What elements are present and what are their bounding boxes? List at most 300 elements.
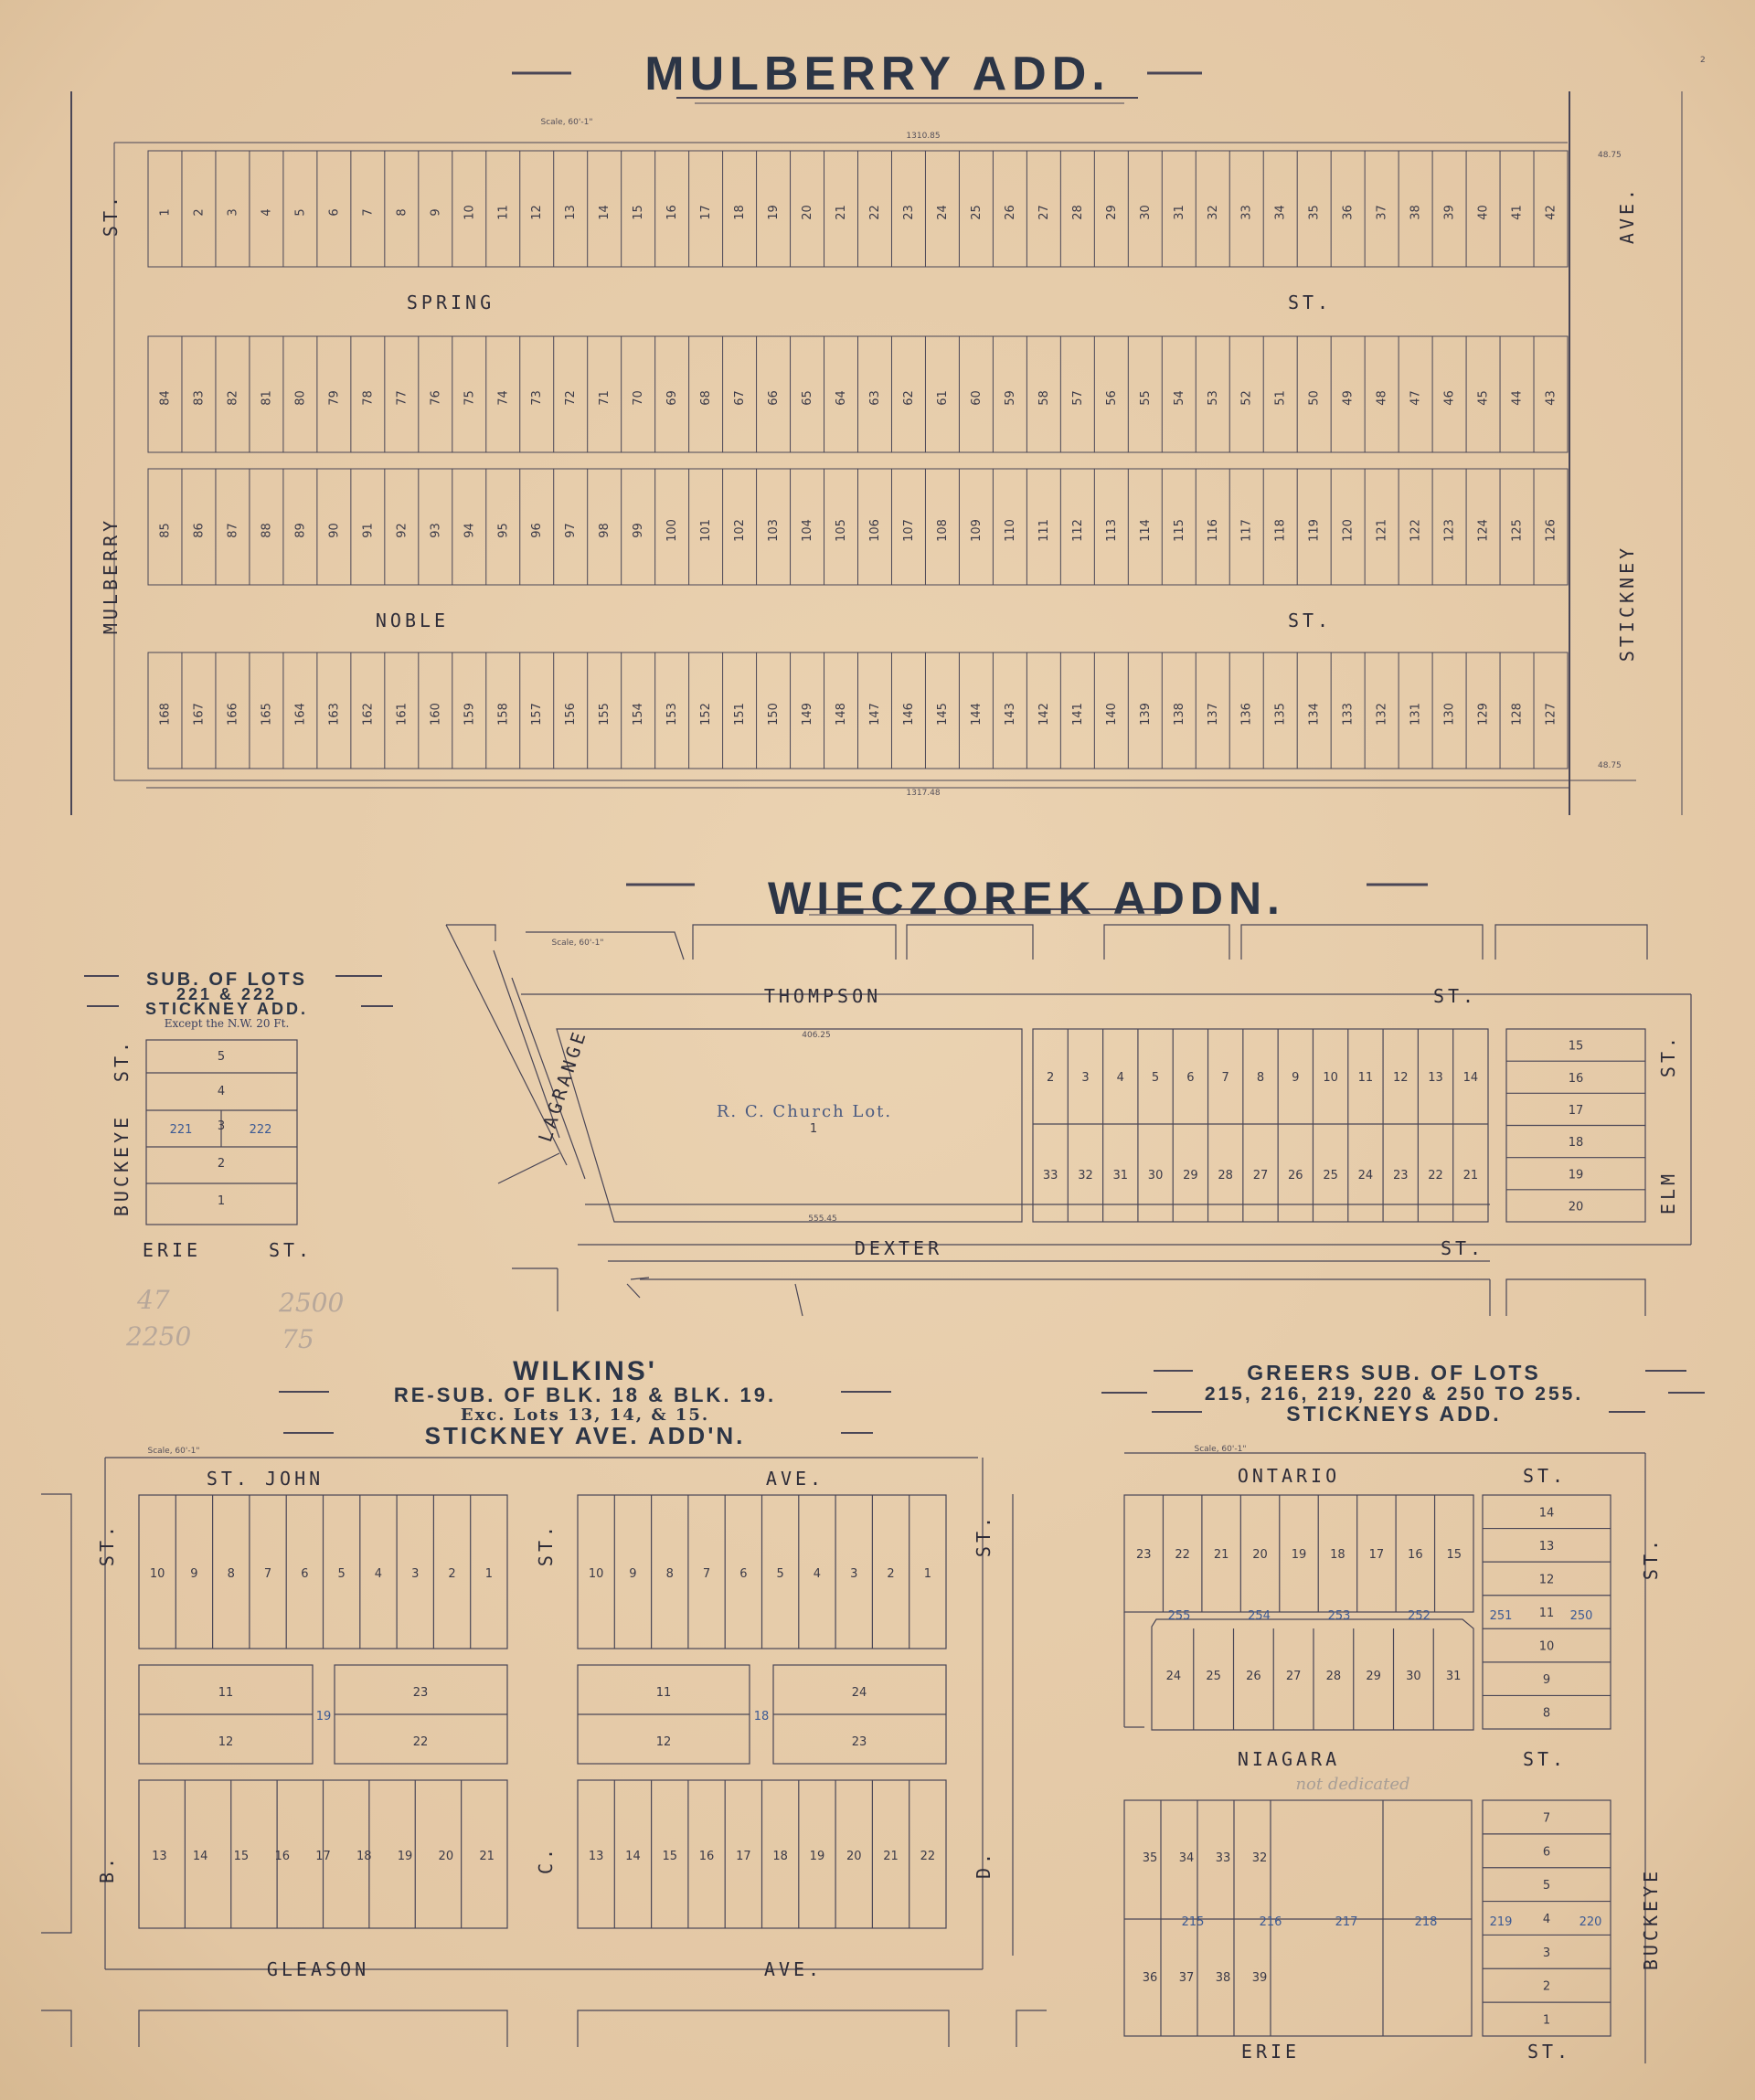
lot-23: 23 — [1392, 1169, 1409, 1183]
lot-3: 3 — [411, 1567, 420, 1581]
st-john-avenue-label: ST. JOHN — [206, 1468, 324, 1490]
lot-14: 14 — [598, 205, 612, 220]
block-18-label: 18 — [753, 1710, 770, 1723]
lot-22: 22 — [867, 205, 882, 220]
lot-105: 105 — [835, 519, 849, 542]
lot-101: 101 — [699, 519, 714, 542]
lot-93: 93 — [429, 523, 443, 538]
lot-14: 14 — [1462, 1071, 1479, 1085]
church-bottom-dimension: 555.45 — [808, 1214, 837, 1224]
lot-28: 28 — [1325, 1670, 1342, 1683]
thompson-st-suffix: ST. — [1432, 985, 1478, 1007]
st-john-ave-suffix: AVE. — [765, 1468, 825, 1490]
stickney-ave-suffix: AVE. — [1616, 185, 1638, 245]
lot-104: 104 — [801, 519, 815, 542]
lot-166: 166 — [226, 703, 240, 726]
wilkins-title-line4: STICKNEY AVE. ADD'N. — [424, 1422, 746, 1449]
lot-33: 33 — [1042, 1169, 1058, 1183]
lot-8: 8 — [227, 1567, 235, 1581]
gleason-ave-suffix: AVE. — [763, 1958, 824, 1980]
dexter-st-suffix: ST. — [1440, 1237, 1485, 1259]
lot-146: 146 — [901, 703, 916, 726]
lot-22: 22 — [920, 1850, 936, 1863]
lot-159: 159 — [463, 703, 477, 726]
lot-9: 9 — [429, 208, 443, 217]
lot-91: 91 — [361, 523, 376, 538]
greers-title-line2: 215, 216, 219, 220 & 250 TO 255. — [1204, 1384, 1584, 1405]
lot-85: 85 — [158, 523, 173, 538]
mulberry-st-suffix: ST. — [100, 192, 122, 238]
lot-1: 1 — [158, 208, 173, 217]
lot-83: 83 — [192, 390, 207, 406]
lot-29: 29 — [1104, 205, 1119, 220]
lot-31: 31 — [1445, 1670, 1462, 1683]
lot-115: 115 — [1172, 519, 1186, 542]
lot-47: 47 — [1409, 390, 1423, 406]
pencil-note-c: 2250 — [126, 1321, 192, 1352]
lot-160: 160 — [429, 703, 443, 726]
lot-18: 18 — [1330, 1548, 1346, 1562]
lot-35: 35 — [1307, 205, 1322, 220]
lot-5: 5 — [1151, 1071, 1160, 1085]
lot-6: 6 — [1542, 1845, 1551, 1860]
lot-95: 95 — [496, 523, 511, 538]
lot-16: 16 — [1568, 1071, 1584, 1086]
church-top-dimension: 406.25 — [802, 1031, 831, 1040]
lot-1: 1 — [923, 1567, 931, 1581]
lot-163: 163 — [327, 703, 342, 726]
b-street-label: B. — [96, 1853, 118, 1884]
b-st-suffix: ST. — [96, 1522, 118, 1567]
lot-70: 70 — [632, 390, 646, 406]
pencil-note-d: 75 — [282, 1324, 314, 1354]
lot-19: 19 — [1568, 1168, 1584, 1183]
lot-23: 23 — [412, 1686, 429, 1700]
lot-21: 21 — [835, 205, 849, 220]
lot-11: 11 — [218, 1686, 234, 1700]
block-19-label: 19 — [315, 1710, 332, 1723]
ontario-street-label: ONTARIO — [1237, 1465, 1341, 1487]
lot-28: 28 — [1070, 205, 1085, 220]
lot-49: 49 — [1341, 390, 1356, 406]
lot-116: 116 — [1206, 519, 1220, 542]
lot-14: 14 — [1538, 1506, 1555, 1521]
lot-161: 161 — [395, 703, 410, 726]
lot-3: 3 — [1081, 1071, 1090, 1085]
lot-123: 123 — [1442, 519, 1457, 542]
lot-77: 77 — [395, 390, 410, 406]
lot-64: 64 — [835, 390, 849, 406]
lot-107: 107 — [901, 519, 916, 542]
lot-24: 24 — [851, 1686, 867, 1700]
lot-12: 12 — [655, 1735, 672, 1749]
lot-43: 43 — [1544, 390, 1558, 406]
lot-15: 15 — [1568, 1039, 1584, 1054]
lot-13: 13 — [1428, 1071, 1443, 1085]
lot-68: 68 — [699, 390, 714, 406]
lot-7: 7 — [702, 1567, 711, 1581]
lot-17: 17 — [736, 1850, 751, 1863]
lot-130: 130 — [1442, 703, 1457, 726]
lot-98: 98 — [598, 523, 612, 538]
lot-157: 157 — [530, 703, 545, 726]
lot-218: 218 — [1414, 1915, 1438, 1929]
lot-4: 4 — [260, 208, 274, 217]
lot-144: 144 — [969, 703, 984, 726]
lot-26: 26 — [1246, 1670, 1261, 1683]
lot-251: 251 — [1489, 1609, 1513, 1623]
c-street-label: C. — [535, 1844, 557, 1875]
lot-215: 215 — [1181, 1915, 1205, 1929]
lot-10: 10 — [588, 1567, 604, 1581]
lot-73: 73 — [530, 390, 545, 406]
lot-18: 18 — [1568, 1136, 1584, 1151]
lot-135: 135 — [1273, 703, 1288, 726]
lot-126: 126 — [1544, 519, 1558, 542]
lot-222: 222 — [249, 1123, 272, 1137]
lot-18: 18 — [356, 1850, 372, 1863]
lot-7: 7 — [1542, 1811, 1551, 1826]
lot-14: 14 — [625, 1850, 641, 1863]
lot-9: 9 — [629, 1567, 637, 1581]
lot-31: 31 — [1112, 1169, 1129, 1183]
erie-st-suffix-west: ST. — [268, 1239, 314, 1261]
lot-8: 8 — [1542, 1706, 1551, 1721]
lot-79: 79 — [327, 390, 342, 406]
lot-37: 37 — [1178, 1971, 1195, 1985]
lot-32: 32 — [1206, 205, 1220, 220]
gleason-avenue-label: GLEASON — [266, 1958, 370, 1980]
lot-96: 96 — [530, 523, 545, 538]
lot-17: 17 — [699, 205, 714, 220]
lot-6: 6 — [1186, 1071, 1195, 1085]
lot-219: 219 — [1489, 1915, 1513, 1929]
lot-4: 4 — [1116, 1071, 1124, 1085]
lot-12: 12 — [1392, 1071, 1409, 1085]
lot-46: 46 — [1442, 390, 1457, 406]
lot-124: 124 — [1476, 519, 1491, 542]
lot-44: 44 — [1510, 390, 1525, 406]
lot-167: 167 — [192, 703, 207, 726]
lot-27: 27 — [1252, 1169, 1269, 1183]
buckeye-st-suffix-east: ST. — [1640, 1535, 1662, 1581]
lot-17: 17 — [1368, 1548, 1385, 1562]
mulberry-scale: Scale, 60'-1" — [540, 118, 593, 127]
lot-31: 31 — [1172, 205, 1186, 220]
lot-254: 254 — [1248, 1609, 1271, 1623]
elm-street-label: ELM — [1657, 1170, 1679, 1215]
lot-129: 129 — [1476, 703, 1491, 726]
lot-127: 127 — [1544, 703, 1558, 726]
lot-88: 88 — [260, 523, 274, 538]
lot-13: 13 — [588, 1850, 604, 1863]
niagara-street-label: NIAGARA — [1237, 1748, 1341, 1770]
lot-138: 138 — [1172, 703, 1186, 726]
lot-37: 37 — [1375, 205, 1389, 220]
lot-106: 106 — [867, 519, 882, 542]
lot-50: 50 — [1307, 390, 1322, 406]
lot-7: 7 — [263, 1567, 272, 1581]
lot-5: 5 — [1542, 1879, 1551, 1893]
lot-23: 23 — [901, 205, 916, 220]
lot-1: 1 — [484, 1567, 493, 1581]
lot-32: 32 — [1078, 1169, 1093, 1183]
lot-118: 118 — [1273, 519, 1288, 542]
wilkins-title-line3: Exc. Lots 13, 14, & 15. — [460, 1405, 710, 1425]
lot-5: 5 — [776, 1567, 784, 1581]
lot-13: 13 — [564, 205, 579, 220]
lot-162: 162 — [361, 703, 376, 726]
lot-20: 20 — [1252, 1548, 1268, 1562]
lot-17: 17 — [315, 1850, 331, 1863]
lot-145: 145 — [935, 703, 950, 726]
lot-113: 113 — [1104, 519, 1119, 542]
lot-99: 99 — [632, 523, 646, 538]
ontario-st-suffix: ST. — [1522, 1465, 1568, 1487]
lot-155: 155 — [598, 703, 612, 726]
lot-100: 100 — [665, 519, 680, 542]
lot-23: 23 — [1135, 1548, 1152, 1562]
lot-78: 78 — [361, 390, 376, 406]
lot-21: 21 — [883, 1850, 899, 1863]
lot-51: 51 — [1273, 390, 1288, 406]
lot-158: 158 — [496, 703, 511, 726]
thompson-street-label: THOMPSON — [763, 985, 882, 1007]
lot-2: 2 — [1542, 1979, 1551, 1994]
lot-250: 250 — [1569, 1609, 1593, 1623]
lot-151: 151 — [733, 703, 748, 726]
lot-20: 20 — [846, 1850, 862, 1863]
lot-19: 19 — [397, 1850, 413, 1863]
sub221-title-line1: SUB. OF LOTS — [146, 970, 307, 990]
lot-220: 220 — [1579, 1915, 1602, 1929]
elm-st-suffix: ST. — [1657, 1033, 1679, 1078]
lot-152: 152 — [699, 703, 714, 726]
lot-2: 2 — [192, 208, 207, 217]
lot-33: 33 — [1239, 205, 1254, 220]
mulberry-street-label: MULBERRY — [100, 516, 122, 635]
stickney-avenue-label: STICKNEY — [1616, 544, 1638, 663]
lot-17: 17 — [1568, 1103, 1584, 1118]
lot-57: 57 — [1070, 390, 1085, 406]
lot-27: 27 — [1037, 205, 1051, 220]
lot-58: 58 — [1037, 390, 1051, 406]
lot-10: 10 — [1538, 1639, 1555, 1654]
lot-48: 48 — [1375, 390, 1389, 406]
lot-71: 71 — [598, 390, 612, 406]
lot-24: 24 — [1357, 1169, 1374, 1183]
lot-134: 134 — [1307, 703, 1322, 726]
lot-141: 141 — [1070, 703, 1085, 726]
lot-22: 22 — [412, 1735, 429, 1749]
lot-61: 61 — [935, 390, 950, 406]
lot-8: 8 — [395, 208, 410, 217]
lot-25: 25 — [969, 205, 984, 220]
church-lot-number: 1 — [809, 1122, 818, 1136]
lot-3: 3 — [1542, 1946, 1551, 1960]
lot-3: 3 — [226, 208, 240, 217]
lot-22: 22 — [1175, 1548, 1190, 1562]
lot-24: 24 — [935, 205, 950, 220]
lot-4: 4 — [374, 1567, 383, 1581]
lot-19: 19 — [1291, 1548, 1307, 1562]
dexter-street-label: DEXTER — [854, 1237, 943, 1259]
lot-34: 34 — [1273, 205, 1288, 220]
c-st-suffix: ST. — [535, 1522, 557, 1567]
lot-6: 6 — [327, 208, 342, 217]
lot-132: 132 — [1375, 703, 1389, 726]
lot-16: 16 — [665, 205, 680, 220]
lot-121: 121 — [1375, 519, 1389, 542]
lot-12: 12 — [530, 205, 545, 220]
lot-147: 147 — [867, 703, 882, 726]
lot-42: 42 — [1544, 205, 1558, 220]
lot-15: 15 — [632, 205, 646, 220]
lot-117: 117 — [1239, 519, 1254, 542]
lot-11: 11 — [1357, 1071, 1374, 1085]
erie-street-label-east: ERIE — [1240, 2041, 1301, 2063]
lot-32: 32 — [1251, 1851, 1268, 1865]
lot-10: 10 — [463, 205, 477, 220]
mulberry-bottom-dimension: 1317.48 — [906, 789, 941, 798]
mulberry-right-dim-top: 48.75 — [1598, 151, 1622, 160]
lot-97: 97 — [564, 523, 579, 538]
lot-7: 7 — [361, 208, 376, 217]
niagara-st-suffix: ST. — [1522, 1748, 1568, 1770]
lot-110: 110 — [1003, 519, 1017, 542]
lot-148: 148 — [835, 703, 849, 726]
lot-69: 69 — [665, 390, 680, 406]
lot-16: 16 — [274, 1850, 290, 1863]
lot-125: 125 — [1510, 519, 1525, 542]
lot-89: 89 — [293, 523, 308, 538]
lot-38: 38 — [1409, 205, 1423, 220]
sub221-title-line2: 221 & 222 — [176, 985, 278, 1003]
lot-216: 216 — [1259, 1915, 1282, 1929]
lot-149: 149 — [801, 703, 815, 726]
wilkins-scale: Scale, 60'-1" — [147, 1447, 200, 1456]
buckeye-st-suffix-west: ST. — [111, 1037, 133, 1083]
lot-120: 120 — [1341, 519, 1356, 542]
lot-5: 5 — [293, 208, 308, 217]
lot-38: 38 — [1215, 1971, 1231, 1985]
lot-6: 6 — [301, 1567, 309, 1581]
lot-136: 136 — [1239, 703, 1254, 726]
lot-30: 30 — [1138, 205, 1153, 220]
lot-22: 22 — [1428, 1169, 1443, 1183]
lot-139: 139 — [1138, 703, 1153, 726]
lot-3: 3 — [850, 1567, 858, 1581]
lot-62: 62 — [901, 390, 916, 406]
lot-80: 80 — [293, 390, 308, 406]
lot-65: 65 — [801, 390, 815, 406]
lot-111: 111 — [1037, 519, 1051, 542]
lot-140: 140 — [1104, 703, 1119, 726]
lot-28: 28 — [1218, 1169, 1233, 1183]
lot-75: 75 — [463, 390, 477, 406]
lot-54: 54 — [1172, 390, 1186, 406]
lot-40: 40 — [1476, 205, 1491, 220]
lot-41: 41 — [1510, 205, 1525, 220]
lot-39: 39 — [1442, 205, 1457, 220]
lot-81: 81 — [260, 390, 274, 406]
lot-13: 13 — [152, 1850, 167, 1863]
wilkins-title-line2: RE-SUB. OF BLK. 18 & BLK. 19. — [393, 1384, 777, 1406]
lot-20: 20 — [1568, 1200, 1584, 1214]
lot-133: 133 — [1341, 703, 1356, 726]
lot-156: 156 — [564, 703, 579, 726]
lot-122: 122 — [1409, 519, 1423, 542]
lot-56: 56 — [1104, 390, 1119, 406]
lot-21: 21 — [479, 1850, 495, 1863]
lot-20: 20 — [801, 205, 815, 220]
lot-45: 45 — [1476, 390, 1491, 406]
page-number: 2 — [1700, 56, 1706, 65]
lot-2: 2 — [887, 1567, 895, 1581]
lot-4: 4 — [813, 1567, 822, 1581]
lot-21: 21 — [1462, 1169, 1479, 1183]
lot-26: 26 — [1288, 1169, 1303, 1183]
greers-title-line3: STICKNEYS ADD. — [1286, 1402, 1502, 1426]
greers-title-line1: GREERS SUB. OF LOTS — [1247, 1361, 1541, 1384]
lot-36: 36 — [1341, 205, 1356, 220]
wilkins-title-line1: WILKINS' — [513, 1356, 657, 1386]
sub221-title-line3: STICKNEY ADD. — [144, 1000, 309, 1018]
lot-131: 131 — [1409, 703, 1423, 726]
lot-5: 5 — [217, 1050, 226, 1064]
lot-143: 143 — [1003, 703, 1017, 726]
lot-11: 11 — [1538, 1607, 1555, 1620]
lot-217: 217 — [1335, 1915, 1358, 1929]
lot-84: 84 — [158, 390, 173, 406]
lot-1: 1 — [217, 1194, 226, 1208]
lot-15: 15 — [233, 1850, 250, 1863]
lot-55: 55 — [1138, 390, 1153, 406]
lot-128: 128 — [1510, 703, 1525, 726]
lot-3: 3 — [217, 1119, 226, 1133]
lot-30: 30 — [1406, 1670, 1421, 1683]
lot-9: 9 — [190, 1567, 198, 1581]
lot-142: 142 — [1037, 703, 1051, 726]
d-street-label: D. — [973, 1849, 994, 1880]
church-lot-label: R. C. Church Lot. — [716, 1102, 893, 1121]
not-dedicated-note: not dedicated — [1295, 1775, 1410, 1794]
lot-15: 15 — [1446, 1548, 1462, 1562]
lot-9: 9 — [1542, 1673, 1551, 1688]
wieczorek-scale: Scale, 60'-1" — [551, 939, 604, 948]
lot-19: 19 — [767, 205, 782, 220]
lot-15: 15 — [662, 1850, 678, 1863]
lot-20: 20 — [438, 1850, 454, 1863]
lot-4: 4 — [217, 1085, 226, 1098]
lot-103: 103 — [767, 519, 782, 542]
lot-33: 33 — [1215, 1851, 1231, 1865]
lot-87: 87 — [226, 523, 240, 538]
lot-2: 2 — [1047, 1071, 1055, 1085]
noble-street-label: NOBLE — [375, 610, 450, 631]
lot-52: 52 — [1239, 390, 1254, 406]
lot-76: 76 — [429, 390, 443, 406]
lot-67: 67 — [733, 390, 748, 406]
lot-16: 16 — [1408, 1548, 1423, 1562]
lot-39: 39 — [1251, 1971, 1268, 1985]
wieczorek-title: WIECZOREK ADDN. — [768, 873, 1285, 924]
lot-82: 82 — [226, 390, 240, 406]
lot-153: 153 — [665, 703, 680, 726]
lot-21: 21 — [1213, 1548, 1229, 1562]
lot-16: 16 — [698, 1850, 715, 1863]
buckeye-street-label-east: BUCKEYE — [1640, 1867, 1662, 1971]
